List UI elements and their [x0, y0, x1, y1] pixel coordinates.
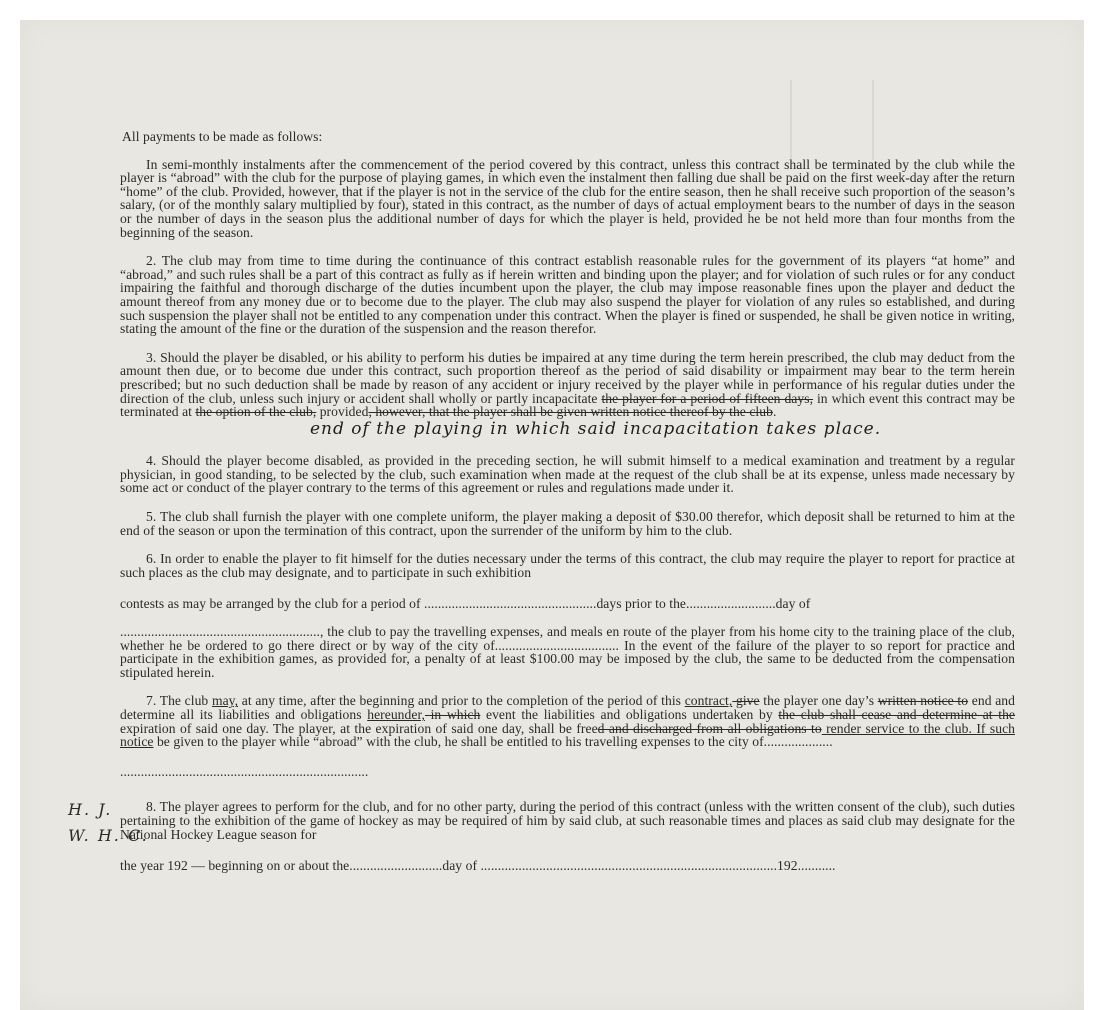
clause-7-fill-line: ........................................................................	[120, 763, 369, 779]
clause-3-text: 3. Should the player be disabled, or his ability to perform his duties be impaired at any time during the term herein prescribed, the club may deduct from the amount then due, or to become due under this contract, such proportion thereof as the period of said disability or impairment may bear to the term herein prescribed; but no such deduction shall be made by reason of any accident or injury received by the player while in performance of his regular duties under the direction of the club, unless such injury or accident shall wholly or partly incapacitate	[120, 349, 1015, 406]
struck-text: d and discharged from all obligations to	[597, 720, 822, 736]
contract-body	[120, 130, 1015, 887]
handwritten-initials-1: H. J.	[68, 800, 113, 819]
struck-text: give	[732, 693, 760, 709]
struck-text: written notice to	[877, 693, 969, 709]
clause-7-text: event the liabilities and obligations undertaken by	[480, 707, 779, 722]
struck-text: , however, that the player shall be given written notice thereof by the club	[368, 404, 773, 420]
clause-payments: In semi-monthly instalments after the commencement of the period covered by this contract, unless this contract shall be terminated by the club while the player is “abroad” with the club for the purpose of playing games, in which even the instalment then falling due shall be paid on the first week-day after the return “home” of the club. Provided, however, that if the player is not in the service of the club for the entire season, then he shall receive such proportion of the season’s salary, (or of the monthly salary multiplied by four), stated in this contract, as the number of days of actual employment bears to the number of days in the season or the number of days in the season plus the additional number of days for which the player is held, provided he be not held more than four months from the beginning of the season.	[120, 156, 1015, 240]
struck-text: the club shall cease and determine at the	[778, 707, 1016, 722]
handwritten-text: end of the playing in which said incapacitation takes place.	[310, 418, 882, 439]
underlined-text: contract,	[684, 693, 733, 709]
struck-text: in which	[424, 707, 481, 722]
handwritten-initials-2: W. H. C.	[68, 826, 149, 845]
clause-3-text-b: in which event this contract may be terminated at	[120, 390, 1015, 420]
struck-text: the option of the club,	[195, 404, 317, 420]
struck-text: the player for a period of fifteen days,	[601, 390, 814, 406]
underlined-text: may,	[211, 693, 239, 709]
clause-7-text: 7. The club	[146, 693, 212, 709]
underlined-text: hereunder,	[367, 707, 425, 722]
clause-6-continued: .........................................................., the club to pay the travelling expenses, and meals en route of the player from his home city to the training place of the club, whether he be ordered to go there direct or by way of the city of.................................... In the event of the failure of the player to so report for practice and participate in the exhibition games, as provided for, a penalty of at least $100.00 may be imposed by the club, the same to be deducted from the compensation stipulated herein.	[120, 624, 1015, 680]
clause-7-text: be given to the player while “abroad” with the club, he shall be entitled to his travelling expenses to the city of....................	[153, 734, 833, 750]
clause-3-text-c: provided	[316, 404, 369, 420]
clause-3-text-d: .	[772, 404, 777, 420]
clause-7-termination	[120, 694, 1015, 748]
clause-6-training: 6. In order to enable the player to fit himself for the duties necessary under the terms of this contract, the club may require the player to report for practice at such places as the club may designate, and to participate in such exhibition	[120, 551, 1015, 580]
clause-8-fill-line: the year 192 — beginning on or about the...........................day of ......................................................................................192...........	[120, 858, 836, 874]
underlined-text: render service to the club.	[821, 720, 977, 736]
clause-2-rules: 2. The club may from time to time during the continuance of this contract establish reasonable rules for the government of its players “at home” and “abroad,” and such rules shall be a part of this contract as fully as if herein written and binding upon the player; and for violation of such rules or for any conduct impairing the faithful and thorough discharge of the duties incumbent upon the player, the club may impose reasonable fines upon the player and deduct the amount thereof from any money due or to become due to the player. The club may also suspend the player for violation of any rules so established, and during such suspension the player shall not be entitled to any compenation under this contract. When the player is fined or suspended, he shall be given notice in writing, stating the amount of the fine or the duration of the suspension and the reason therefor.	[120, 253, 1015, 337]
handwritten-amendment	[120, 418, 1015, 439]
clause-3-disability	[120, 351, 1015, 419]
clause-4-medical: 4. Should the player become disabled, as provided in the preceding section, he will submit himself to a medical examination and treatment by a regular physician, in good standing, to be selected by the club, such examination when made at the request of the club shall be at its expense, unless made necessary by some act or conduct of the player contrary to the terms of this agreement or rules and regulations made under it.	[120, 453, 1015, 496]
clause-5-uniform: 5. The club shall furnish the player with one complete uniform, the player making a deposit of $30.00 therefor, which deposit shall be returned to him at the end of the season or upon the termination of this contract, upon the surrender of the uniform by him to the club.	[120, 509, 1015, 538]
clause-6-fill-line: contests as may be arranged by the club for a period of ..................................................days prior to the..........................day of	[120, 596, 811, 612]
clause-7-text: end and determine all its liabilities and obligations	[120, 693, 1015, 722]
clause-7-text: at any time, after the beginning and prior to the completion of the period of this	[238, 693, 685, 709]
underlined-text: If such notice	[120, 720, 1015, 750]
clause-7-text: expiration of said one day. The player, at the expiration of said one day, shall be free	[120, 720, 598, 736]
payments-heading: All payments to be made as follows:	[122, 129, 323, 144]
contract-page	[20, 20, 1084, 1010]
clause-8-duties: 8. The player agrees to perform for the club, and for no other party, during the period of this contract (unless with the written consent of the club), such duties pertaining to the exhibition of the game of hockey as may be required of him by said club, at such reasonable times and places as said club may designate for the National Hockey League season for	[120, 799, 1015, 842]
clause-7-text: the player one day’s	[759, 693, 878, 709]
